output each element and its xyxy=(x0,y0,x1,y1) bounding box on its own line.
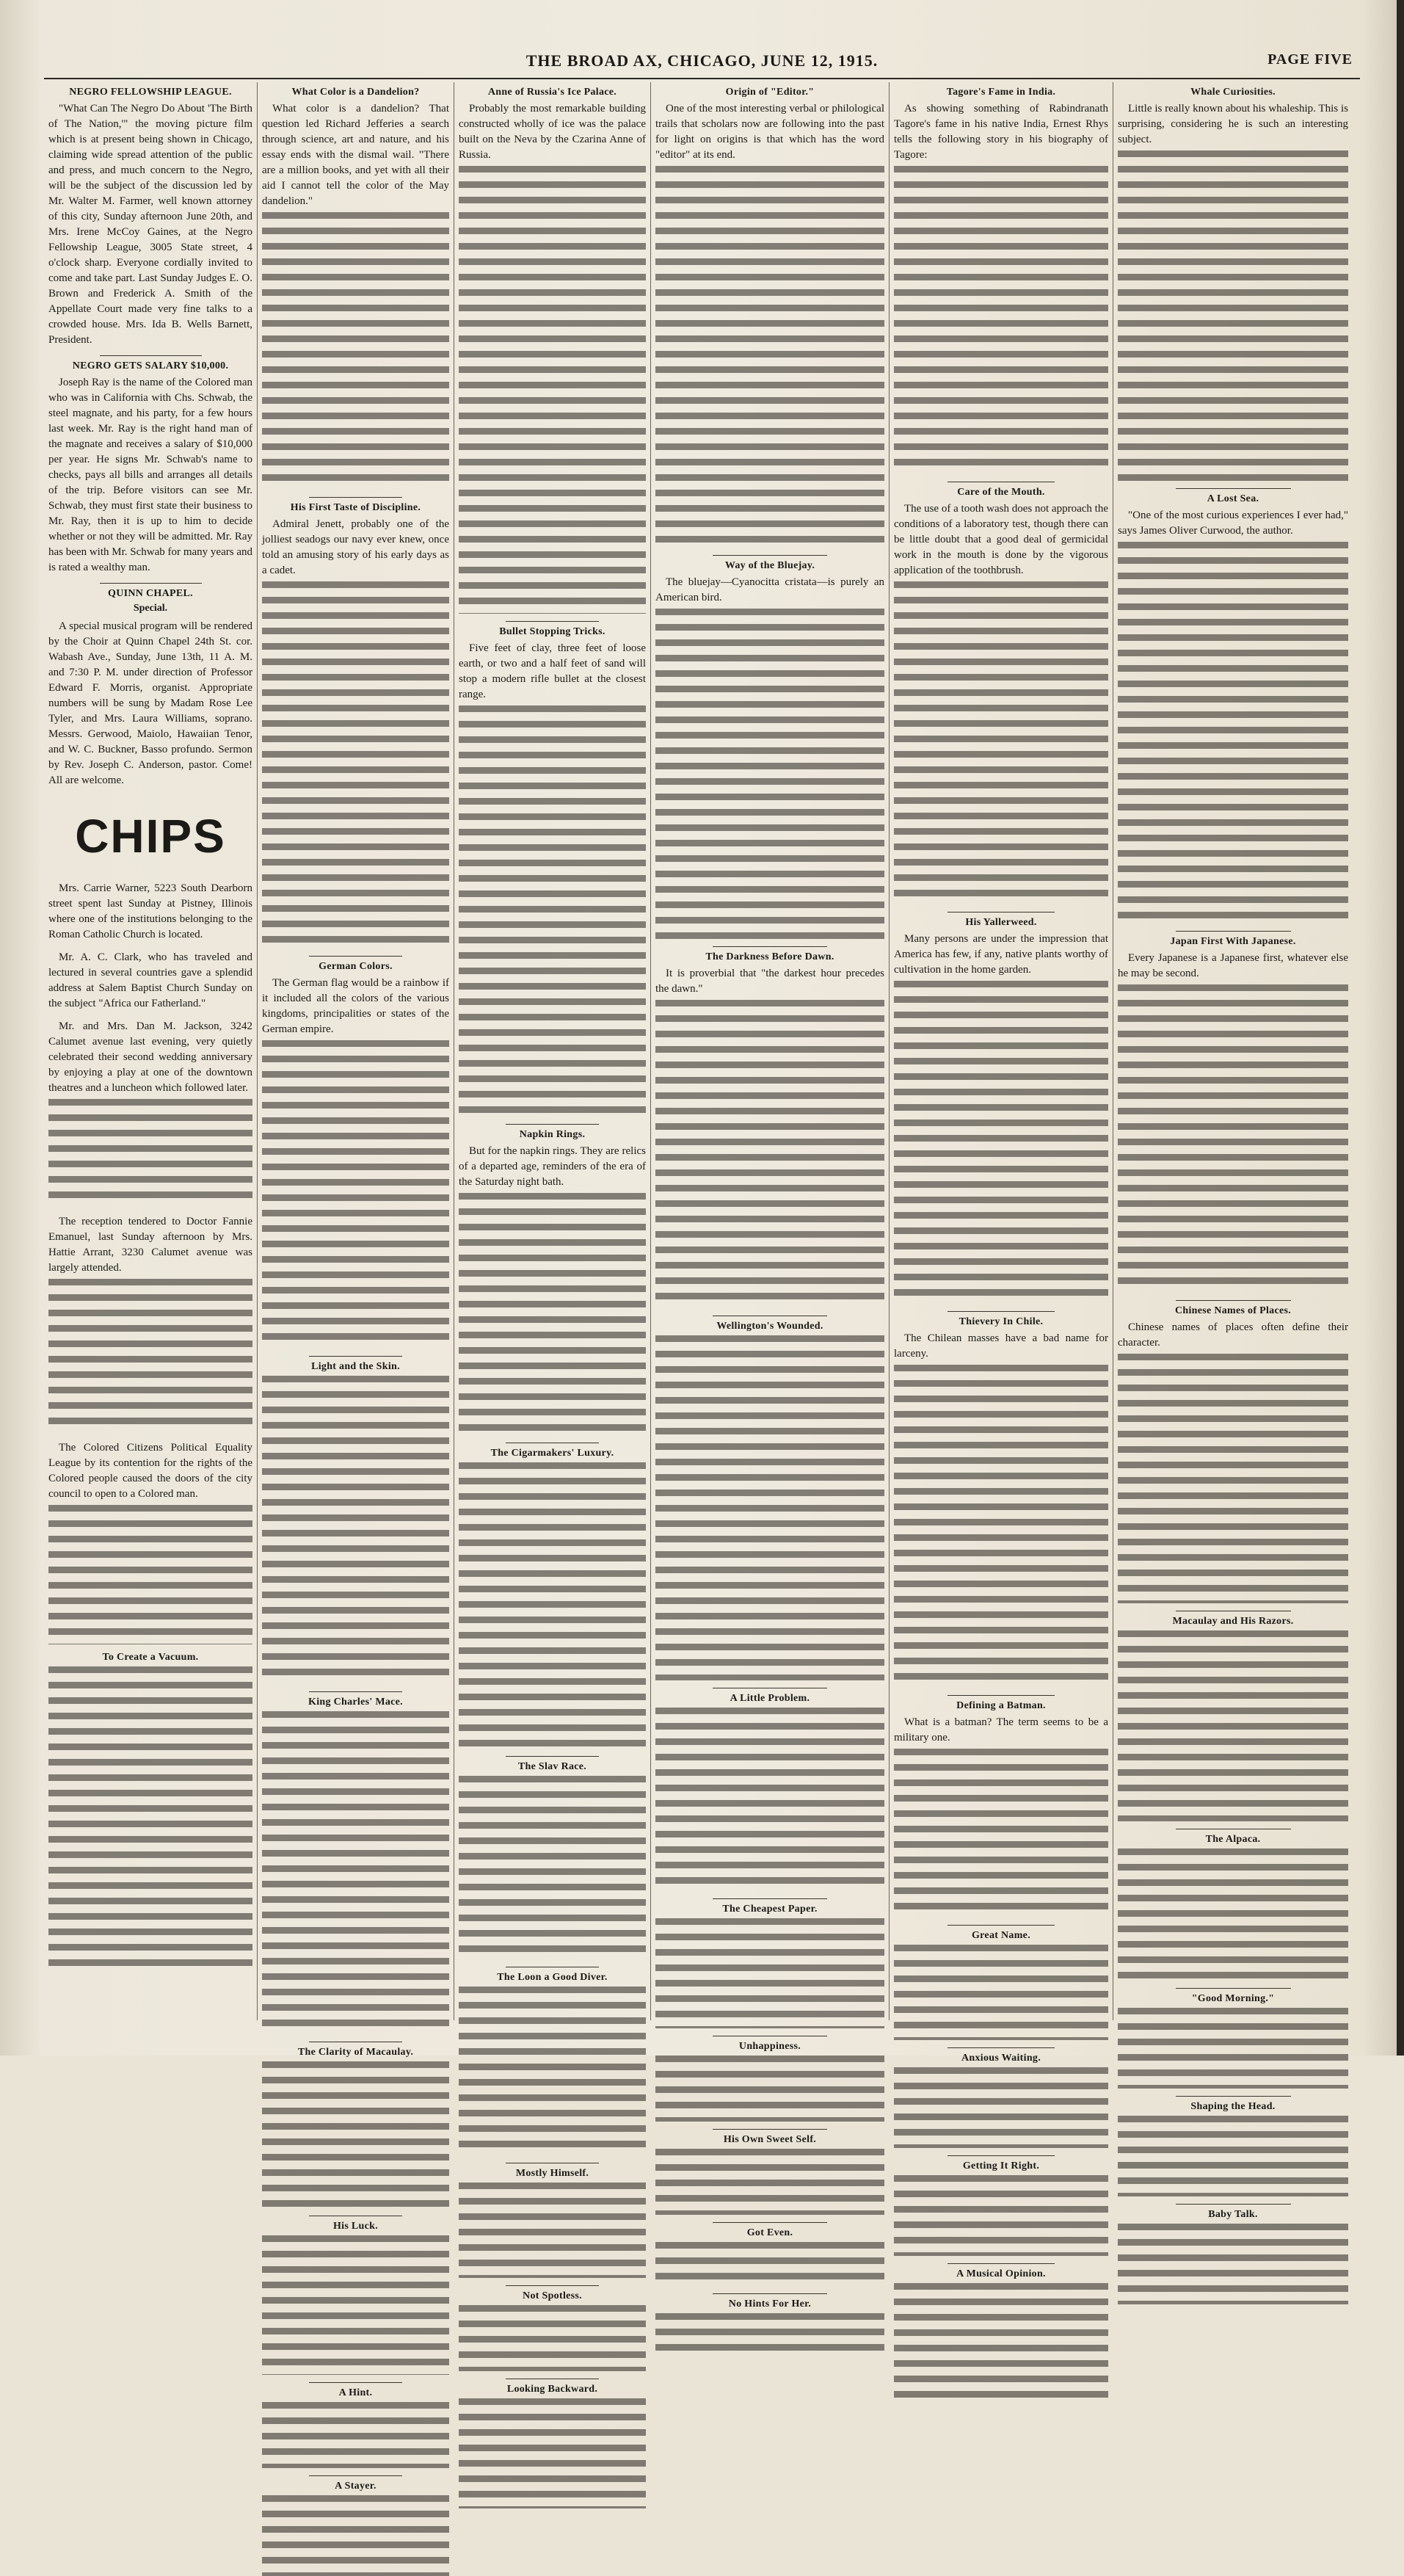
article-heading: A Lost Sea. xyxy=(1207,493,1259,504)
article-heading: German Colors. xyxy=(319,961,393,972)
article-text: It is proverbial that "the darkest hour precedes the dawn." xyxy=(655,968,884,995)
article-text: Mr. A. C. Clark, who has traveled and lectured in several countries gave a splendid address at Salem Baptist Church Sunday on the subject "Africa our Fatherland." xyxy=(48,951,252,1009)
article-shaping-the-head xyxy=(1118,2101,1348,2196)
article-text: But for the napkin rings. They are relics of a departed age, reminders of the era of the Saturday night bath. xyxy=(459,1145,646,1188)
masthead-rule xyxy=(44,78,1360,79)
article-heading: Light and the Skin. xyxy=(311,1361,400,1372)
article-anxious-waiting xyxy=(894,2053,1108,2148)
article-heading: QUINN CHAPEL. xyxy=(108,588,193,599)
illegible-text-block xyxy=(48,1099,252,1207)
article-divider xyxy=(947,2047,1055,2048)
illegible-text-block xyxy=(655,2149,884,2215)
article-heading: No Hints For Her. xyxy=(728,2299,812,2310)
article-heading: Origin of "Editor." xyxy=(725,87,815,98)
article-divider xyxy=(713,2293,827,2294)
article-heading: NEGRO GETS SALARY $10,000. xyxy=(72,360,229,371)
article-heading: The Cheapest Paper. xyxy=(722,1904,818,1915)
article-looking-backward xyxy=(459,2384,646,2508)
article-heading: What Color is a Dandelion? xyxy=(291,87,420,98)
article-text: Chinese names of places often define their character. xyxy=(1118,1321,1348,1349)
column-1 xyxy=(44,82,257,2020)
illegible-text-block xyxy=(459,1193,646,1435)
article-to-create-a-vacuum xyxy=(48,1652,252,1975)
article-heading: Anne of Russia's Ice Palace. xyxy=(487,87,617,98)
article-heading: Tagore's Fame in India. xyxy=(946,87,1056,98)
article-text: One of the most interesting verbal or philological trails that scholars now are following into the past for light on origins is that which has the word "editor" at its end. xyxy=(655,103,884,161)
article-thievery-in-chile xyxy=(894,1316,1108,1688)
article-heading: Wellington's Wounded. xyxy=(716,1321,823,1332)
article-a-lost-sea xyxy=(1118,493,1348,924)
illegible-text-block xyxy=(894,1365,1108,1688)
article-negro-gets-salary-10-000 xyxy=(48,360,252,576)
article-text: Mrs. Carrie Warner, 5223 South Dearborn street spent last Sunday at Pistney, Illinois where one of the institutions belonging to the Roman Catholic Church is located. xyxy=(48,882,252,940)
illegible-text-block xyxy=(894,2067,1108,2148)
article-heading: A Stayer. xyxy=(335,2481,377,2492)
article-heading: Baby Talk. xyxy=(1208,2209,1258,2220)
article-text: What color is a dandelion? That question led Richard Jefferies a search through science, art and nature, and his essay ends with the dismal wail. "There are a million books, and yet with all their aid I cannot tell the color of the May dandelion." xyxy=(262,103,449,207)
article-heading: His Yallerweed. xyxy=(965,917,1037,928)
article-the-loon-a-good-diver xyxy=(459,1972,646,2155)
article-divider xyxy=(506,1124,600,1125)
illegible-text-block xyxy=(459,1462,646,1749)
article-heading: Shaping the Head. xyxy=(1190,2101,1276,2112)
article-text: The reception tendered to Doctor Fannie Emanuel, last Sunday afternoon by Mrs. Hattie Arrant, 3230 Calumet avenue was largely attended. xyxy=(48,1216,252,1274)
illegible-text-block xyxy=(655,1708,884,1891)
article-the-alpaca xyxy=(1118,1834,1348,1981)
article-heading: The Slav Race. xyxy=(517,1761,587,1772)
article-heading: Not Spotless. xyxy=(523,2290,582,2301)
article-care-of-the-mouth xyxy=(894,487,1108,904)
illegible-text-block xyxy=(894,1749,1108,1918)
article-divider xyxy=(947,2263,1055,2264)
article-heading: Napkin Rings. xyxy=(519,1129,586,1140)
article-not-spotless xyxy=(459,2290,646,2371)
article-german-colors xyxy=(262,961,449,1349)
article-text: Admiral Jenett, probably one of the jolliest seadogs our navy ever knew, once told an amusing story of his early days as a cadet. xyxy=(262,518,449,576)
article-divider xyxy=(947,2155,1055,2156)
article-divider xyxy=(506,1756,600,1757)
article-text: A special musical program will be rendered by the Choir at Quinn Chapel 24th St. cor. Wabash Ave., Sunday, June 13th, 11 A. M. and 7:30 P. M. under direction of Professor Edward F. Morris, organist. Appropriate numbers will be sung by Madam Rose Lee Tyler, and Mrs. Laura Williams, soprano. Messrs. Gerwood, Maiolo, Hawaiian Tenor, and W. C. Buckner, Basso profundo. Sermon by Rev. Joseph C. Anderson, pastor. Come! All are welcome. xyxy=(48,620,252,786)
illegible-text-block xyxy=(262,2235,449,2375)
illegible-text-block xyxy=(459,166,646,614)
article-heading: His Own Sweet Self. xyxy=(723,2134,817,2145)
illegible-text-block xyxy=(262,581,449,948)
article-napkin-rings xyxy=(459,1129,646,1435)
illegible-text-block xyxy=(1118,1630,1348,1821)
illegible-text-block xyxy=(894,2283,1108,2401)
illegible-text-block xyxy=(262,2495,449,2576)
article-heading: A Little Problem. xyxy=(730,1693,810,1704)
article-divider xyxy=(1176,2096,1291,2097)
illegible-text-block xyxy=(48,1666,252,1975)
article-text: As showing something of Rabindranath Tagore's fame in his native India, Ernest Rhys tells the following story in his biography of Tagore: xyxy=(894,103,1108,161)
article-text: Many persons are under the impression that America has few, if any, native plants worthy of cultivation in the home garden. xyxy=(894,933,1108,976)
article-heading: Thievery In Chile. xyxy=(959,1316,1044,1327)
illegible-text-block xyxy=(1118,2224,1348,2304)
article-a-stayer xyxy=(262,2481,449,2576)
column-6 xyxy=(1113,82,1353,2220)
section-title-chips: CHIPS xyxy=(75,810,226,863)
article-text: Five feet of clay, three feet of loose earth, or two and a half feet of sand will stop a modern rifle bullet at the closest range. xyxy=(459,642,646,700)
article-origin-of-editor xyxy=(655,87,884,548)
article-baby-talk xyxy=(1118,2209,1348,2304)
article-heading: Care of the Mouth. xyxy=(957,487,1045,498)
article-great-name xyxy=(894,1930,1108,2040)
article-divider xyxy=(1176,1300,1291,1301)
illegible-text-block xyxy=(655,609,884,939)
article-heading: His Luck. xyxy=(332,2221,379,2232)
article-divider xyxy=(309,956,403,957)
article-divider xyxy=(947,912,1055,913)
article-macaulay-and-his-razors xyxy=(1118,1616,1348,1821)
article-chinese-names-of-places xyxy=(1118,1305,1348,1603)
article-divider xyxy=(100,355,202,356)
article-heading: Whale Curiosities. xyxy=(1190,87,1276,98)
article-heading: Japan First With Japanese. xyxy=(1170,936,1296,947)
article-text: The German flag would be a rainbow if it included all the colors of the various kingdoms, principalities or states of the German empire. xyxy=(262,977,449,1035)
article-heading: The Darkness Before Dawn. xyxy=(705,951,834,962)
masthead-title: THE BROAD AX, CHICAGO, JUNE 12, 1915. xyxy=(525,51,879,70)
article-divider xyxy=(1176,931,1291,932)
article-divider xyxy=(100,583,202,584)
column-2 xyxy=(257,82,454,2492)
illegible-text-block xyxy=(459,1987,646,2155)
illegible-text-block xyxy=(1118,1848,1348,1981)
article xyxy=(48,950,252,1012)
article-way-of-the-bluejay xyxy=(655,560,884,939)
article-heading: NEGRO FELLOWSHIP LEAGUE. xyxy=(69,87,232,98)
article-heading: The Cigarmakers' Luxury. xyxy=(490,1448,614,1459)
article-mostly-himself xyxy=(459,2168,646,2278)
article-divider xyxy=(947,1311,1055,1312)
illegible-text-block xyxy=(894,166,1108,474)
article-divider xyxy=(713,946,827,947)
article-divider xyxy=(309,497,403,498)
illegible-text-block xyxy=(262,1376,449,1684)
article-heading: A Musical Opinion. xyxy=(956,2268,1046,2279)
illegible-text-block xyxy=(894,2175,1108,2256)
column-4 xyxy=(650,82,889,2310)
illegible-text-block xyxy=(655,1918,884,2028)
article xyxy=(48,1214,252,1433)
article-heading: "Good Morning." xyxy=(1191,1993,1275,2004)
illegible-text-block xyxy=(48,1505,252,1644)
illegible-text-block xyxy=(655,2056,884,2122)
article-divider xyxy=(309,1356,403,1357)
article-divider xyxy=(947,1695,1055,1696)
illegible-text-block xyxy=(262,1040,449,1349)
article-heading: To Create a Vacuum. xyxy=(102,1652,199,1663)
article-heading: Chinese Names of Places. xyxy=(1174,1305,1292,1316)
article-text: Probably the most remarkable building constructed wholly of ice was the palace built on the Neva by the Czarina Anne of Russia. xyxy=(459,103,646,161)
article-heading: Unhappiness. xyxy=(738,2041,801,2052)
article-text: Mr. and Mrs. Dan M. Jackson, 3242 Calumet avenue last evening, very quietly celebrated their second wedding anniversary by enjoying a play at one of the downtown theatres and a luncheon which followed later. xyxy=(48,1020,252,1094)
article-quinn-chapel xyxy=(48,588,252,788)
article-heading: Got Even. xyxy=(746,2227,793,2238)
article-divider xyxy=(713,1898,827,1899)
article-subheading: Special. xyxy=(133,603,168,614)
article-heading: The Loon a Good Diver. xyxy=(497,1972,608,1983)
article-text: The Colored Citizens Political Equality League by its contention for the rights of the Colored people caused the doors of the city council to open to a Colored man. xyxy=(48,1442,252,1500)
illegible-text-block xyxy=(262,212,449,490)
article xyxy=(48,1440,252,1644)
article-negro-fellowship-league xyxy=(48,87,252,348)
article-the-cigarmakers-luxury xyxy=(459,1448,646,1749)
article-divider xyxy=(713,555,827,556)
article-his-first-taste-of-discipline xyxy=(262,502,449,948)
illegible-text-block xyxy=(459,2398,646,2508)
article-king-charles-mace xyxy=(262,1697,449,2034)
article xyxy=(48,881,252,943)
illegible-text-block xyxy=(459,1776,646,1959)
article-divider xyxy=(947,1925,1055,1926)
article-text: The bluejay—Cyanocitta cristata—is purely an American bird. xyxy=(655,576,884,603)
article-heading: Great Name. xyxy=(971,1930,1030,1941)
illegible-text-block xyxy=(1118,150,1348,481)
article-the-darkness-before-dawn xyxy=(655,951,884,1308)
illegible-text-block xyxy=(655,166,884,548)
illegible-text-block xyxy=(1118,1354,1348,1603)
article-defining-a-batman xyxy=(894,1700,1108,1918)
illegible-text-block xyxy=(262,2402,449,2468)
masthead xyxy=(29,51,1375,78)
article-heading: A Hint. xyxy=(338,2387,373,2398)
article-heading: Macaulay and His Razors. xyxy=(1172,1616,1294,1627)
article-heading: Defining a Batman. xyxy=(956,1700,1046,1711)
article-wellington-s-wounded xyxy=(655,1321,884,1680)
article-got-even xyxy=(655,2227,884,2286)
article-heading: The Clarity of Macaulay. xyxy=(297,2047,414,2058)
illegible-text-block xyxy=(459,2183,646,2278)
illegible-text-block xyxy=(655,2242,884,2286)
article-text: "One of the most curious experiences I ever had," says James Oliver Curwood, the author. xyxy=(1118,509,1348,537)
article-the-clarity-of-macaulay xyxy=(262,2047,449,2208)
article-a-hint xyxy=(262,2387,449,2468)
article-text: Joseph Ray is the name of the Colored man who was in California with Chs. Schwab, the steel magnate, and his party, for a few hours last week. Mr. Ray is the right hand man of the magnate and receives a salary of $10,000 per year. He signs Mr. Schwab's name to checks, pays all bills and arranges all details of the trip. Before visitors can see Mr. Schwab, they must first state their business to Mr. Ray, then it is up to him to decide whether or not they will be admitted. Mr. Ray has been with Mr. Schwab for many years and is rated a wealthy man. xyxy=(48,377,252,573)
article-whale-curiosities xyxy=(1118,87,1348,481)
illegible-text-block xyxy=(655,1000,884,1308)
illegible-text-block xyxy=(459,2305,646,2371)
article-divider xyxy=(309,2475,403,2476)
article-text: The use of a tooth wash does not approach the conditions of a laboratory test, though there can be little doubt that a good deal of germicidal work in the mouth is done by the vigorous application of the toothbrush. xyxy=(894,503,1108,576)
article-heading: Getting It Right. xyxy=(962,2160,1040,2172)
page-number: PAGE FIVE xyxy=(1267,51,1353,68)
article-text: What is a batman? The term seems to be a military one. xyxy=(894,1716,1108,1744)
article-anne-of-russia-s-ice-palace xyxy=(459,87,646,614)
article-heading: Way of the Bluejay. xyxy=(724,560,815,571)
illegible-text-block xyxy=(1118,542,1348,924)
article-divider xyxy=(506,2285,600,2286)
illegible-text-block xyxy=(1118,984,1348,1293)
article-a-musical-opinion xyxy=(894,2268,1108,2401)
article-heading: Mostly Himself. xyxy=(515,2168,589,2179)
article-no-hints-for-her xyxy=(655,2299,884,2357)
scan-edge xyxy=(1397,0,1404,2056)
article-unhappiness xyxy=(655,2041,884,2122)
article-divider xyxy=(309,1691,403,1692)
illegible-text-block xyxy=(48,1279,252,1433)
illegible-text-block xyxy=(655,1335,884,1680)
illegible-text-block xyxy=(655,2313,884,2357)
article-the-cheapest-paper xyxy=(655,1904,884,2028)
illegible-text-block xyxy=(1118,2008,1348,2089)
article-divider xyxy=(713,2129,827,2130)
article-divider xyxy=(309,2382,403,2383)
column-5 xyxy=(889,82,1113,2279)
illegible-text-block xyxy=(894,1945,1108,2040)
article-heading: His First Taste of Discipline. xyxy=(290,502,421,513)
illegible-text-block xyxy=(1118,2116,1348,2196)
article-what-color-is-a-dandelion xyxy=(262,87,449,490)
article-heading: Looking Backward. xyxy=(506,2384,598,2395)
article-getting-it-right xyxy=(894,2160,1108,2256)
article-tagore-s-fame-in-india xyxy=(894,87,1108,474)
article-his-yallerweed xyxy=(894,917,1108,1304)
article-good-morning xyxy=(1118,1993,1348,2089)
article-the-slav-race xyxy=(459,1761,646,1959)
illegible-text-block xyxy=(262,1711,449,2034)
article-text: Little is really known about his whaleship. This is surprising, considering he is such an interesting subject. xyxy=(1118,103,1348,145)
illegible-text-block xyxy=(459,705,646,1117)
illegible-text-block xyxy=(894,581,1108,904)
article-a-little-problem xyxy=(655,1693,884,1891)
article-divider xyxy=(1176,1988,1291,1989)
article-heading: King Charles' Mace. xyxy=(308,1697,403,1708)
article xyxy=(48,1019,252,1207)
article-bullet-stopping-tricks xyxy=(459,626,646,1117)
article-light-and-the-skin xyxy=(262,1361,449,1684)
article-divider xyxy=(713,2222,827,2223)
article-heading: Bullet Stopping Tricks. xyxy=(499,626,605,637)
illegible-text-block xyxy=(262,2061,449,2208)
column-3 xyxy=(454,82,650,2395)
article-divider xyxy=(1176,488,1291,489)
article-japan-first-with-japanese xyxy=(1118,936,1348,1293)
article-text: Every Japanese is a Japanese first, whatever else he may be second. xyxy=(1118,952,1348,979)
article-his-own-sweet-self xyxy=(655,2134,884,2215)
article-heading: The Alpaca. xyxy=(1205,1834,1261,1845)
article-his-luck xyxy=(262,2221,449,2375)
article-text: "What Can The Negro Do About 'The Birth of The Nation,'" the moving picture film which is at present being shown in Chicago, claiming wide spread attention of the public and press, and much concern to the Negro, will be the subject of the discussion led by Mr. Walter M. Farmer, well known attorney of this city, Sunday afternoon June 20th, and Mrs. Irene McCoy Gaines, at the Negro Fellowship League, 3005 State street, 4 o'clock sharp. Everyone cordially invited to come and take part. Last Sunday Judges E. O. Brown and Frederick A. Smith of the Appellate Court made very fine talks to a crowded house. Mrs. Ida B. Wells Barnett, President. xyxy=(48,103,252,346)
article-text: The Chilean masses have a bad name for larceny. xyxy=(894,1332,1108,1360)
article-divider xyxy=(1176,2204,1291,2205)
article-heading: Anxious Waiting. xyxy=(961,2053,1041,2064)
illegible-text-block xyxy=(894,981,1108,1304)
article-divider xyxy=(506,621,600,622)
